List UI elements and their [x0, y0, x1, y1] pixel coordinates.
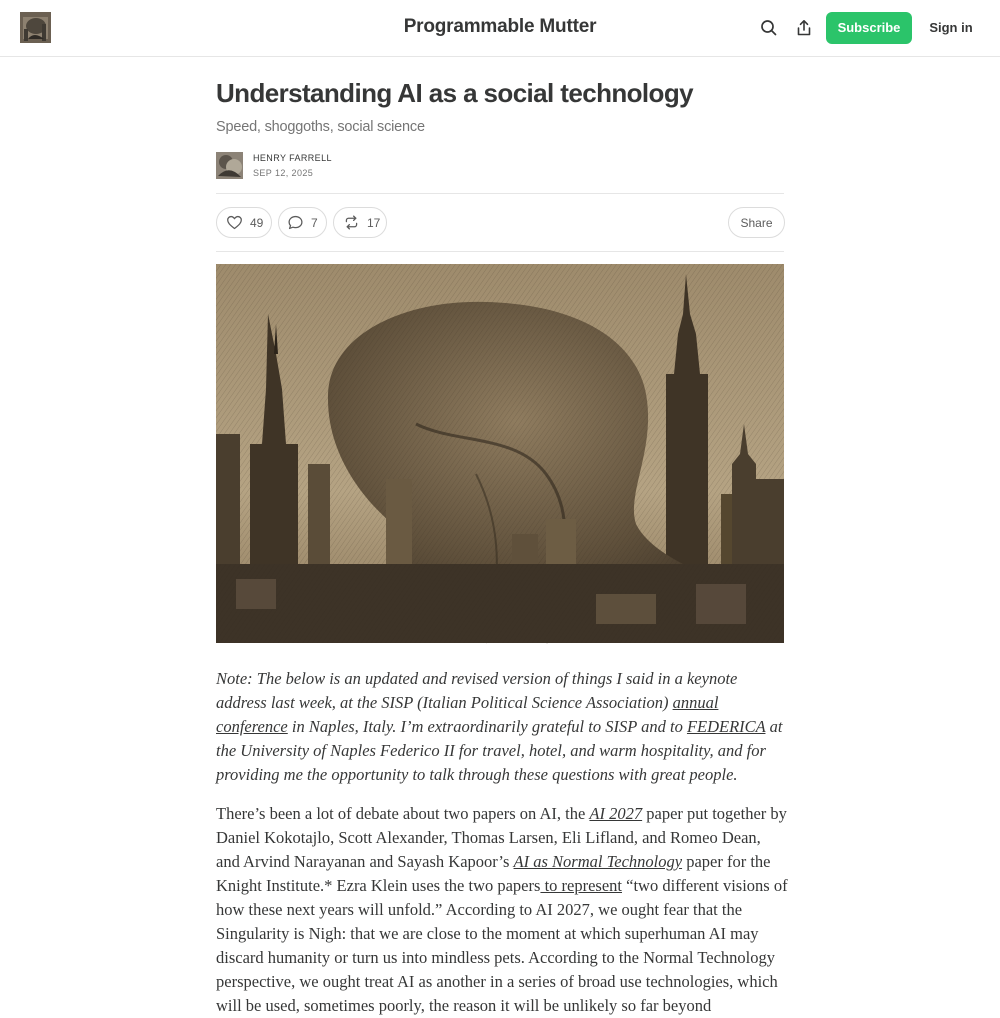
note-text: at the University of Naples Federico II for travel, hotel, and warm hospitality, and for providing me the opportunity to talk through these questions with great people.	[216, 717, 783, 784]
post-date: SEP 12, 2025	[253, 168, 314, 178]
share-icon[interactable]	[794, 18, 814, 38]
body-text: There’s been a lot of debate about two papers on AI, the	[216, 804, 590, 823]
post-subtitle: Speed, shoggoths, social science	[216, 119, 425, 135]
comment-icon	[287, 214, 304, 231]
post-title: Understanding AI as a social technology	[216, 78, 693, 108]
subscribe-button[interactable]: Subscribe	[826, 12, 912, 44]
hero-image[interactable]	[216, 264, 784, 643]
ai-2027-link[interactable]: AI 2027	[589, 804, 643, 823]
search-icon[interactable]	[759, 18, 779, 38]
share-button[interactable]: Share	[728, 207, 785, 238]
divider	[216, 251, 784, 252]
comment-count: 7	[311, 215, 318, 230]
author-avatar[interactable]	[216, 152, 243, 179]
note-text: Note: The below is an updated and revised version of things I said in a keynote address last week, at the SISP (Italian Political Science Association)	[216, 669, 738, 712]
note-text: in Naples, Italy. I’m extraordinarily grateful to SISP and to	[287, 717, 687, 736]
author-name[interactable]: HENRY FARRELL	[253, 153, 332, 163]
restack-count: 17	[367, 215, 381, 230]
like-button[interactable]	[216, 207, 272, 238]
restack-icon	[343, 214, 360, 231]
restack-button[interactable]	[333, 207, 387, 238]
like-count: 49	[250, 215, 264, 230]
comment-button[interactable]	[278, 207, 327, 238]
divider	[216, 193, 784, 194]
federica-link[interactable]: FEDERICA	[686, 717, 766, 736]
heart-icon	[226, 214, 243, 231]
body-text: “two different visions of how these next years will unfold.” According to AI 2027, we ought fear that the Singularity is Nigh: that we are close to the moment at which superhuman AI may discard humanity or turn us into mindless pets. According to the Normal Technology perspective, we ought treat AI as another in a series of broad use technologies, which will be used, sometimes poorly, the reason it will be unlikely so far beyond	[216, 876, 788, 1015]
body-text: paper for the Knight Institute.* Ezra Klein uses the two papers	[216, 852, 771, 895]
body-paragraph	[216, 802, 788, 1018]
editor-note	[216, 667, 788, 787]
top-navigation-bar	[0, 0, 1000, 57]
publication-title[interactable]: Programmable Mutter	[403, 16, 597, 37]
annual-conference-link[interactable]: annual conference	[216, 693, 719, 736]
sign-in-button[interactable]: Sign in	[929, 20, 973, 35]
body-text: paper put together by Daniel Kokotajlo, Scott Alexander, Thomas Larsen, Eli Lifland, and Romeo Dean, and Arvind Narayanan and Sayash Kapoor’s	[216, 804, 787, 871]
to-represent-link[interactable]: to represent	[540, 876, 622, 895]
ai-normal-technology-link[interactable]: AI as Normal Technology	[513, 852, 683, 871]
